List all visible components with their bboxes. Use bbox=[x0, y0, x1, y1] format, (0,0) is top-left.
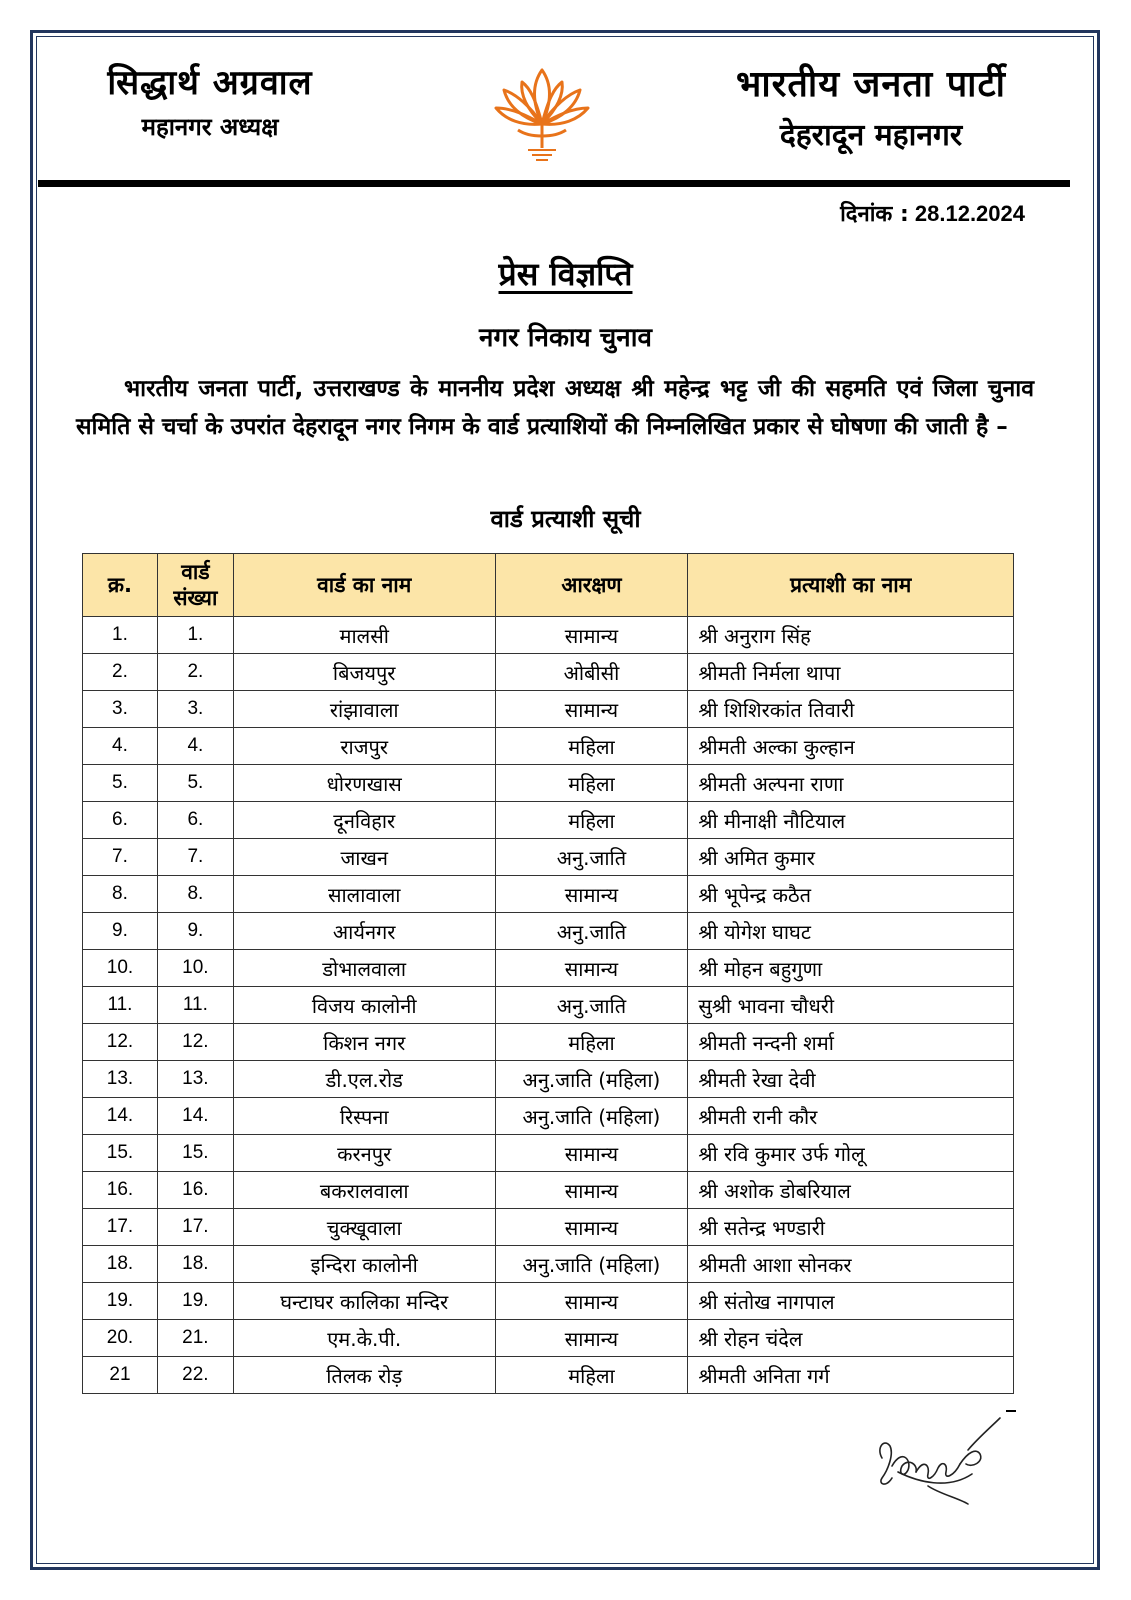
serial-cell: 13. bbox=[83, 1061, 158, 1098]
city-unit: देहरादून महानगर bbox=[779, 118, 963, 153]
table-row bbox=[83, 1024, 1014, 1061]
candidate-name-cell: श्री योगेश घाघट bbox=[688, 913, 1014, 950]
ward-name-cell: इन्दिरा कालोनी bbox=[233, 1246, 495, 1283]
reservation-cell: ओबीसी bbox=[495, 654, 688, 691]
ward-name-cell: रांझावाला bbox=[233, 691, 495, 728]
serial-cell: 3. bbox=[83, 691, 158, 728]
table-row bbox=[83, 617, 1014, 654]
ward-name-cell: बकरालवाला bbox=[233, 1172, 495, 1209]
ward-name-cell: राजपुर bbox=[233, 728, 495, 765]
ward-name-cell: आर्यनगर bbox=[233, 913, 495, 950]
reservation-cell: सामान्य bbox=[495, 876, 688, 913]
serial-cell: 20. bbox=[83, 1320, 158, 1357]
table-row bbox=[83, 1283, 1014, 1320]
ward-number-cell: 9. bbox=[157, 913, 233, 950]
table-row bbox=[83, 839, 1014, 876]
ward-name-cell: सालावाला bbox=[233, 876, 495, 913]
ward-number-cell: 6. bbox=[157, 802, 233, 839]
candidate-name-cell: श्रीमती नन्दनी शर्मा bbox=[688, 1024, 1014, 1061]
reservation-cell: अनु.जाति (महिला) bbox=[495, 1098, 688, 1135]
serial-cell: 18. bbox=[83, 1246, 158, 1283]
president-name: सिद्धार्थ अग्रवाल bbox=[107, 63, 313, 103]
table-header-row bbox=[83, 554, 1014, 617]
candidate-name-cell: श्री मोहन बहुगुणा bbox=[688, 950, 1014, 987]
ward-number-cell: 18. bbox=[157, 1246, 233, 1283]
ward-number-cell: 3. bbox=[157, 691, 233, 728]
president-post: महानगर अध्यक्ष bbox=[141, 113, 279, 141]
ward-number-cell: 12. bbox=[157, 1024, 233, 1061]
ward-number-cell: 22. bbox=[157, 1357, 233, 1394]
header-reservation: आरक्षण bbox=[495, 554, 688, 617]
serial-cell: 14. bbox=[83, 1098, 158, 1135]
candidate-name-cell: श्री रोहन चंदेल bbox=[688, 1320, 1014, 1357]
reservation-cell: सामान्य bbox=[495, 1209, 688, 1246]
table-row bbox=[83, 1246, 1014, 1283]
serial-cell: 7. bbox=[83, 839, 158, 876]
ward-name-cell: मालसी bbox=[233, 617, 495, 654]
serial-cell: 2. bbox=[83, 654, 158, 691]
ward-name-cell: जाखन bbox=[233, 839, 495, 876]
candidate-name-cell: श्री संतोख नागपाल bbox=[688, 1283, 1014, 1320]
candidate-name-cell: श्रीमती रेखा देवी bbox=[688, 1061, 1014, 1098]
candidate-name-cell: सुश्री भावना चौधरी bbox=[688, 987, 1014, 1024]
serial-cell: 5. bbox=[83, 765, 158, 802]
serial-cell: 4. bbox=[83, 728, 158, 765]
table-row bbox=[83, 1320, 1014, 1357]
table-row bbox=[83, 1172, 1014, 1209]
ward-number-cell: 13. bbox=[157, 1061, 233, 1098]
candidate-name-cell: श्री शिशिरकांत तिवारी bbox=[688, 691, 1014, 728]
letterhead-right bbox=[701, 58, 1041, 154]
reservation-cell: सामान्य bbox=[495, 1283, 688, 1320]
ward-number-cell: 15. bbox=[157, 1135, 233, 1172]
ward-name-cell: रिस्पना bbox=[233, 1098, 495, 1135]
press-release-subtitle: नगर निकाय चुनाव bbox=[479, 323, 652, 353]
ward-name-cell: चुक्खूवाला bbox=[233, 1209, 495, 1246]
ward-number-cell: 2. bbox=[157, 654, 233, 691]
serial-cell: 9. bbox=[83, 913, 158, 950]
press-release-title: प्रेस विज्ञप्ति bbox=[498, 255, 633, 293]
table-row bbox=[83, 728, 1014, 765]
reservation-cell: अनु.जाति bbox=[495, 913, 688, 950]
header-ward-name: वार्ड का नाम bbox=[233, 554, 495, 617]
reservation-cell: सामान्य bbox=[495, 950, 688, 987]
ward-number-cell: 7. bbox=[157, 839, 233, 876]
table-row bbox=[83, 987, 1014, 1024]
ward-name-cell: किशन नगर bbox=[233, 1024, 495, 1061]
letterhead-left bbox=[80, 58, 340, 143]
table-row bbox=[83, 1135, 1014, 1172]
table-row bbox=[83, 654, 1014, 691]
reservation-cell: सामान्य bbox=[495, 691, 688, 728]
ward-number-cell: 21. bbox=[157, 1320, 233, 1357]
candidate-name-cell: श्री भूपेन्द्र कठैत bbox=[688, 876, 1014, 913]
party-name: भारतीय जनता पार्टी bbox=[736, 64, 1006, 105]
reservation-cell: महिला bbox=[495, 1024, 688, 1061]
ward-number-cell: 1. bbox=[157, 617, 233, 654]
ward-name-cell: डी.एल.रोड bbox=[233, 1061, 495, 1098]
candidate-name-cell: श्रीमती अल्का कुल्हान bbox=[688, 728, 1014, 765]
candidate-name-cell: श्री अशोक डोबरियाल bbox=[688, 1172, 1014, 1209]
candidate-name-cell: श्री अनुराग सिंह bbox=[688, 617, 1014, 654]
handwritten-signature bbox=[868, 1408, 1018, 1508]
ward-number-cell: 19. bbox=[157, 1283, 233, 1320]
candidate-name-cell: श्री मीनाक्षी नौटियाल bbox=[688, 802, 1014, 839]
reservation-cell: सामान्य bbox=[495, 1320, 688, 1357]
reservation-cell: अनु.जाति (महिला) bbox=[495, 1246, 688, 1283]
table-row bbox=[83, 1357, 1014, 1394]
ward-name-cell: दूनविहार bbox=[233, 802, 495, 839]
table-row bbox=[83, 876, 1014, 913]
ward-name-cell: करनपुर bbox=[233, 1135, 495, 1172]
ward-number-cell: 10. bbox=[157, 950, 233, 987]
table-row bbox=[83, 1061, 1014, 1098]
reservation-cell: महिला bbox=[495, 1357, 688, 1394]
reservation-cell: सामान्य bbox=[495, 1135, 688, 1172]
candidate-name-cell: श्रीमती अल्पना राणा bbox=[688, 765, 1014, 802]
candidate-name-cell: श्री सतेन्द्र भण्डारी bbox=[688, 1209, 1014, 1246]
ward-name-cell: धोरणखास bbox=[233, 765, 495, 802]
table-row bbox=[83, 913, 1014, 950]
header-serial: क्र. bbox=[83, 554, 158, 617]
candidate-name-cell: श्री रवि कुमार उर्फ गोलू bbox=[688, 1135, 1014, 1172]
serial-cell: 15. bbox=[83, 1135, 158, 1172]
serial-cell: 8. bbox=[83, 876, 158, 913]
header-ward-number: वार्ड संख्या bbox=[157, 554, 233, 617]
serial-cell: 6. bbox=[83, 802, 158, 839]
serial-cell: 21 bbox=[83, 1357, 158, 1394]
serial-cell: 10. bbox=[83, 950, 158, 987]
table-row bbox=[83, 1098, 1014, 1135]
serial-cell: 19. bbox=[83, 1283, 158, 1320]
ward-number-cell: 16. bbox=[157, 1172, 233, 1209]
ward-number-cell: 5. bbox=[157, 765, 233, 802]
reservation-cell: सामान्य bbox=[495, 617, 688, 654]
reservation-cell: अनु.जाति bbox=[495, 987, 688, 1024]
ward-candidate-table bbox=[82, 553, 1014, 1394]
table-row bbox=[83, 691, 1014, 728]
reservation-cell: महिला bbox=[495, 728, 688, 765]
ward-name-cell: तिलक रोड़ bbox=[233, 1357, 495, 1394]
signature-dash bbox=[1006, 1410, 1016, 1412]
ward-name-cell: विजय कालोनी bbox=[233, 987, 495, 1024]
candidate-name-cell: श्रीमती आशा सोनकर bbox=[688, 1246, 1014, 1283]
date-value: 28.12.2024 bbox=[914, 201, 1025, 226]
table-row bbox=[83, 950, 1014, 987]
reservation-cell: सामान्य bbox=[495, 1172, 688, 1209]
ward-name-cell: बिजयपुर bbox=[233, 654, 495, 691]
serial-cell: 11. bbox=[83, 987, 158, 1024]
reservation-cell: अनु.जाति (महिला) bbox=[495, 1061, 688, 1098]
lotus-icon bbox=[492, 62, 592, 162]
serial-cell: 17. bbox=[83, 1209, 158, 1246]
ward-name-cell: घन्टाघर कालिका मन्दिर bbox=[233, 1283, 495, 1320]
reservation-cell: अनु.जाति bbox=[495, 839, 688, 876]
header-divider bbox=[38, 180, 1070, 187]
serial-cell: 1. bbox=[83, 617, 158, 654]
reservation-cell: महिला bbox=[495, 802, 688, 839]
serial-cell: 16. bbox=[83, 1172, 158, 1209]
date-line bbox=[840, 198, 1025, 228]
header-candidate-name: प्रत्याशी का नाम bbox=[688, 554, 1014, 617]
ward-name-cell: एम.के.पी. bbox=[233, 1320, 495, 1357]
candidate-name-cell: श्री अमित कुमार bbox=[688, 839, 1014, 876]
serial-cell: 12. bbox=[83, 1024, 158, 1061]
candidate-name-cell: श्रीमती निर्मला थापा bbox=[688, 654, 1014, 691]
ward-number-cell: 11. bbox=[157, 987, 233, 1024]
table-row bbox=[83, 802, 1014, 839]
ward-number-cell: 14. bbox=[157, 1098, 233, 1135]
table-row bbox=[83, 1209, 1014, 1246]
reservation-cell: महिला bbox=[495, 765, 688, 802]
date-label: दिनांक : bbox=[840, 202, 909, 227]
table-row bbox=[83, 765, 1014, 802]
ward-number-cell: 8. bbox=[157, 876, 233, 913]
ward-number-cell: 17. bbox=[157, 1209, 233, 1246]
candidate-list-title: वार्ड प्रत्याशी सूची bbox=[490, 505, 641, 533]
candidate-name-cell: श्रीमती अनिता गर्ग bbox=[688, 1357, 1014, 1394]
ward-name-cell: डोभालवाला bbox=[233, 950, 495, 987]
candidate-name-cell: श्रीमती रानी कौर bbox=[688, 1098, 1014, 1135]
announcement-paragraph: भारतीय जनता पार्टी, उत्तराखण्ड के माननीय प्रदेश अध्यक्ष श्री महेन्द्र भट्ट जी की सहमति एवं जिला चुनाव समिति से चर्चा के उपरांत देहरादून नगर निगम के वार्ड प्रत्याशियों की निम्नलिखित प्रकार से घोषणा की जाती है – bbox=[76, 376, 1034, 440]
ward-number-cell: 4. bbox=[157, 728, 233, 765]
